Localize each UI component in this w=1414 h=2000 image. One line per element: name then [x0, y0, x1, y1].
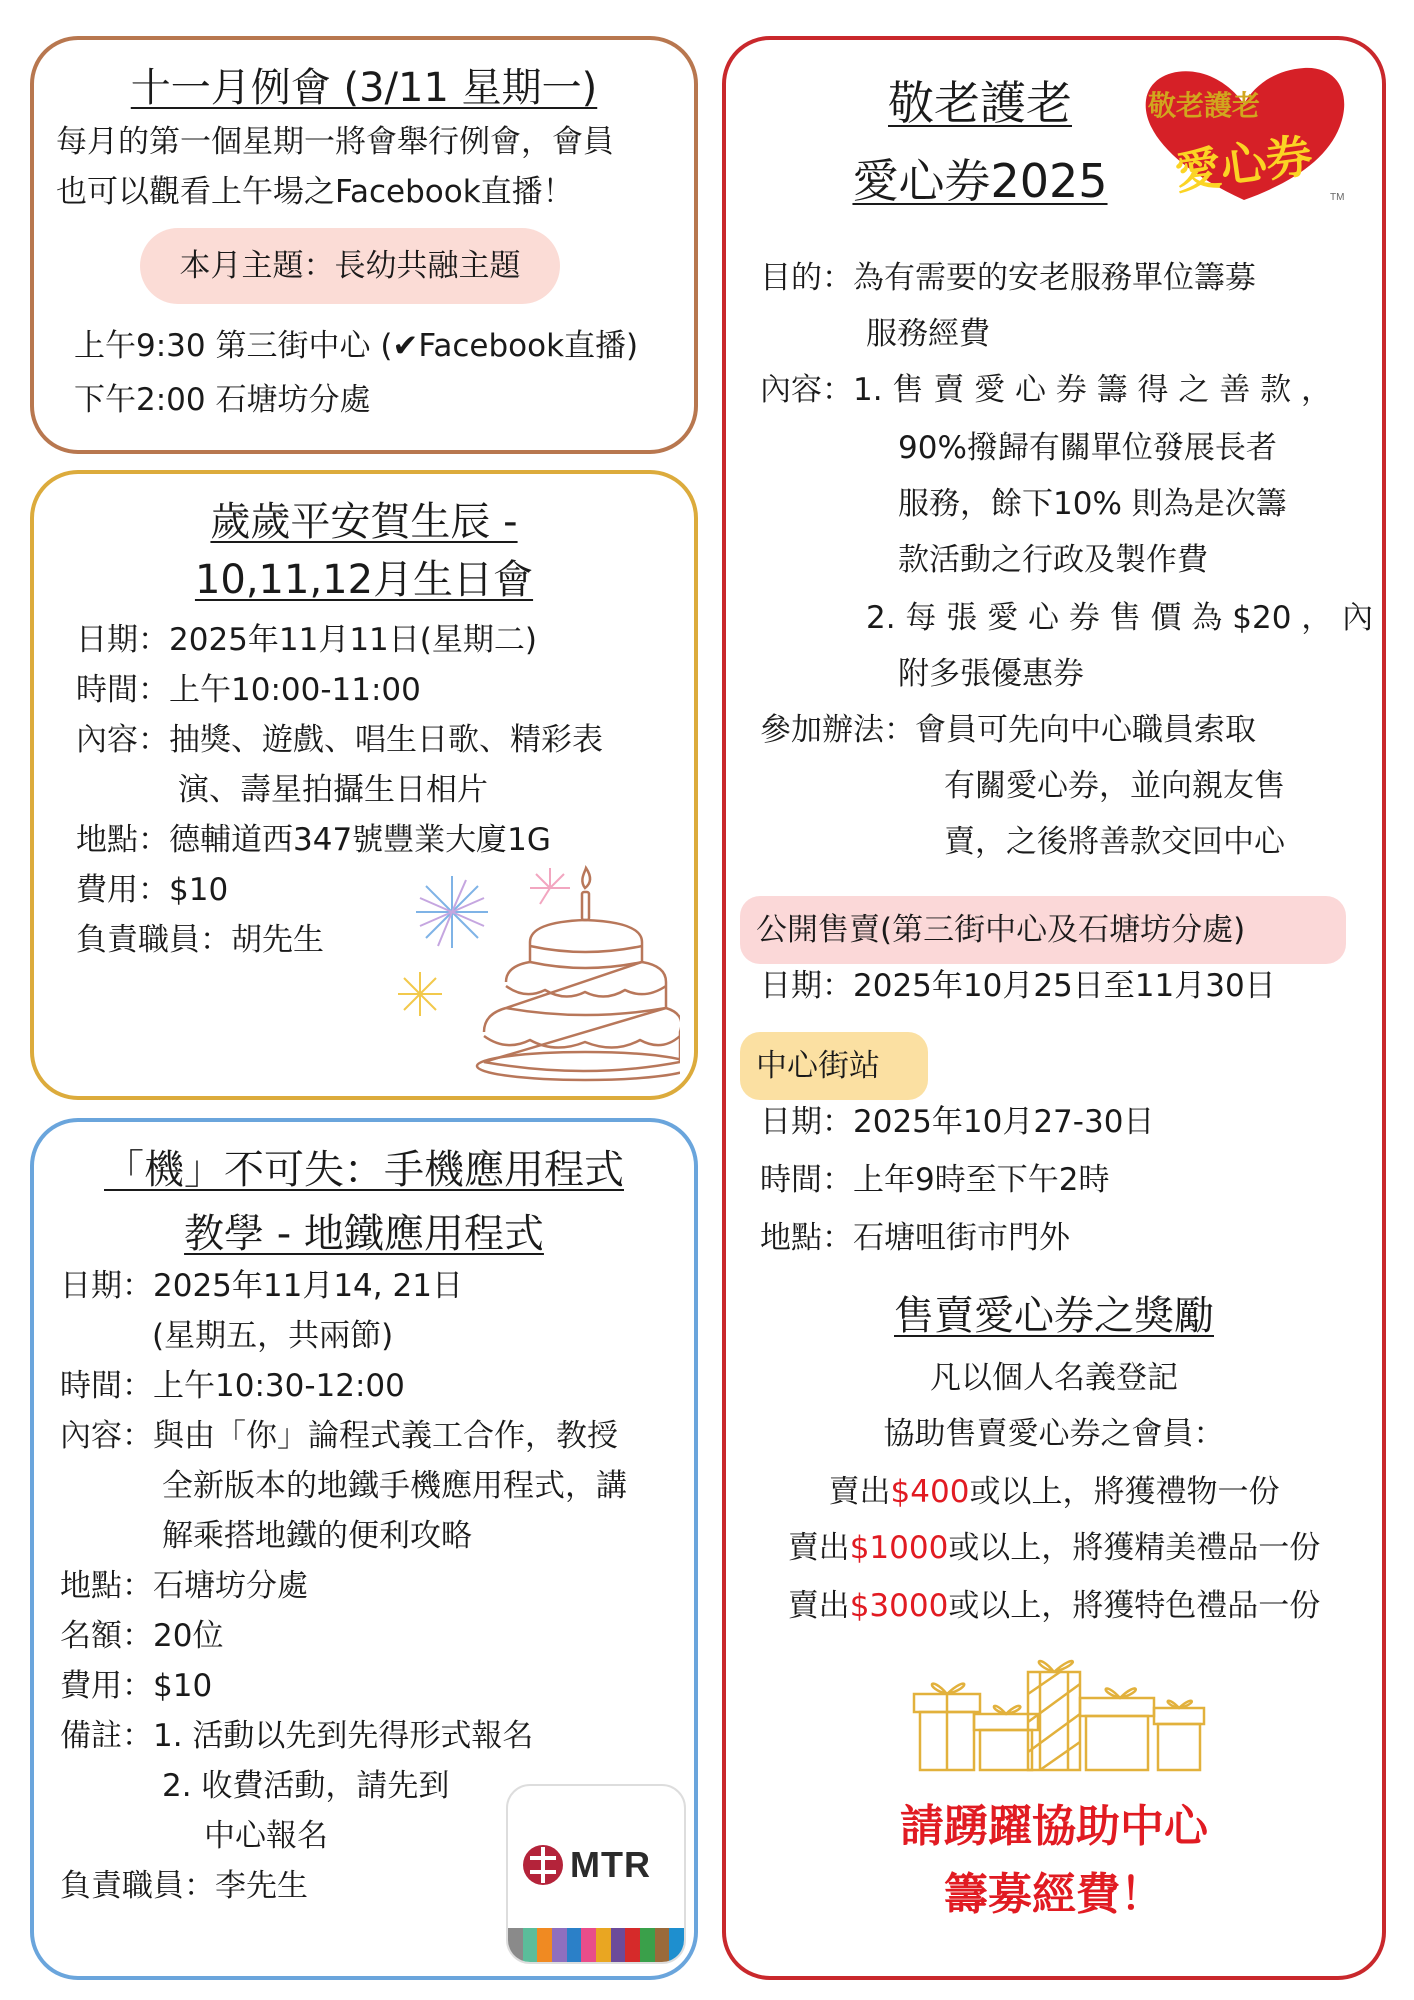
birthday-content-1: 內容：抽獎、遊戲、唱生日歌、精彩表 [76, 722, 603, 758]
mtr-stripe [611, 1928, 626, 1962]
app-class-date-1: 日期：2025年11月14, 21日 [60, 1268, 463, 1304]
reward-line-2: 協助售賣愛心券之會員： [883, 1416, 1225, 1452]
street-station-label: 中心街站 [756, 1048, 880, 1084]
app-class-quota: 名額：20位 [60, 1618, 224, 1654]
birthday-fee: 費用：$10 [76, 872, 229, 908]
mtr-stripe [581, 1928, 596, 1962]
reward-tier-1000 [752, 1528, 1356, 1568]
street-station-venue: 地點：石塘咀街市門外 [760, 1220, 1070, 1256]
app-class-content-2: 全新版本的地鐵手機應用程式，講 [162, 1468, 627, 1504]
mtr-stripe [596, 1928, 611, 1962]
mtr-app-icon [506, 1784, 686, 1964]
app-class-content-1: 內容：與由「你」論程式義工合作，教授 [60, 1418, 618, 1454]
coupon-join-2: 有關愛心券，並向親友售 [944, 768, 1285, 804]
coupon-join-1: 參加辦法：會員可先向中心職員索取 [760, 712, 1256, 748]
birthday-cake-icon [380, 862, 680, 1082]
birthday-time: 時間：上午10:00-11:00 [76, 672, 421, 708]
closing-line-1: 請踴躍協助中心 [900, 1801, 1208, 1852]
coupon-join-3: 賣，之後將善款交回中心 [944, 824, 1285, 860]
app-class-fee: 費用：$10 [60, 1668, 213, 1704]
mtr-stripe [625, 1928, 640, 1962]
reward-line-1: 凡以個人名義登記 [930, 1360, 1178, 1396]
reward-tier-400 [752, 1472, 1356, 1512]
monthly-meeting-desc-2: 也可以觀看上午場之Facebook直播！ [56, 174, 574, 210]
coupon-content-1: 內容：1. 售 賣 愛 心 券 籌 得 之 善 款 ， [760, 372, 1332, 408]
birthday-venue: 地點：德輔道西347號豐業大廈1G [76, 822, 551, 858]
reward-tier-3000-pre: 賣出 [787, 1588, 850, 1624]
coupon-content-5: 2. 每 張 愛 心 券 售 價 為 $20 ， 內 [866, 600, 1374, 636]
birthday-staff: 負責職員：胡先生 [76, 922, 324, 958]
mtr-stripe [567, 1928, 582, 1962]
app-class-venue: 地點：石塘坊分處 [60, 1568, 308, 1604]
app-class-remark-2: 2. 收費活動，請先到 [162, 1768, 450, 1804]
monthly-theme: 本月主題：長幼共融主題 [179, 248, 521, 284]
monthly-meeting-title: 十一月例會 (3/11 星期一) [130, 65, 598, 111]
mtr-stripe [523, 1928, 538, 1962]
coupon-logo-main: 愛心券 [1171, 127, 1316, 201]
mtr-stripe [669, 1928, 684, 1962]
coupon-title-1: 敬老護老 [888, 76, 1072, 130]
app-class-staff: 負責職員：李先生 [60, 1868, 308, 1904]
coupon-content-6: 附多張優惠券 [898, 656, 1084, 692]
mtr-stripe [640, 1928, 655, 1962]
mtr-logo-text: MTR [570, 1844, 651, 1885]
mtr-stripe [552, 1928, 567, 1962]
public-sale-date: 日期：2025年10月25日至11月30日 [760, 968, 1276, 1004]
coupon-content-3: 服務，餘下10% 則為是次籌 [898, 486, 1287, 522]
street-station-date: 日期：2025年10月27-30日 [760, 1104, 1155, 1140]
reward-tier-400-pre: 賣出 [828, 1474, 891, 1510]
session-pm: 下午2:00 石塘坊分處 [74, 382, 371, 418]
birthday-content-2: 演、壽星拍攝生日相片 [178, 772, 488, 808]
reward-tier-3000-amount: $3000 [849, 1588, 949, 1624]
app-class-remark-3: 中心報名 [204, 1818, 328, 1854]
app-class-content-3: 解乘搭地鐵的便利攻略 [162, 1518, 472, 1554]
reward-tier-400-post: 或以上，將獲禮物一份 [969, 1474, 1280, 1510]
gift-boxes-icon [910, 1644, 1210, 1774]
coupon-purpose-1: 目的：為有需要的安老服務單位籌募 [760, 260, 1256, 296]
closing-line-2: 籌募經費！ [944, 1869, 1164, 1920]
street-station-time: 時間：上年9時至下午2時 [760, 1162, 1110, 1198]
reward-tier-400-amount: $400 [890, 1474, 970, 1510]
mtr-symbol-icon [522, 1844, 564, 1886]
logo-tm: TM [1330, 192, 1345, 203]
coupon-purpose-2: 服務經費 [866, 316, 990, 352]
app-class-title-1: 「機」不可失：手機應用程式 [104, 1147, 624, 1193]
mtr-stripe [655, 1928, 670, 1962]
mtr-color-stripes [508, 1928, 684, 1962]
public-sale-label: 公開售賣(第三街中心及石塘坊分處) [756, 912, 1246, 948]
session-am: 上午9:30 第三街中心 (✔Facebook直播) [74, 328, 639, 364]
mtr-stripe [508, 1928, 523, 1962]
birthday-title-1: 歲歲平安賀生辰 - [210, 499, 518, 545]
reward-tier-3000-post: 或以上，將獲特色禮品一份 [948, 1588, 1321, 1624]
coupon-title-2: 愛心券2025 [852, 154, 1108, 208]
birthday-title-2: 10,11,12月生日會 [194, 557, 534, 603]
app-class-date-2: (星期五，共兩節) [152, 1318, 394, 1354]
birthday-date: 日期：2025年11月11日(星期二) [76, 622, 537, 658]
coupon-logo-top: 敬老護老 [1148, 89, 1261, 122]
reward-tier-3000 [752, 1586, 1356, 1626]
reward-tier-1000-pre: 賣出 [787, 1530, 850, 1566]
monthly-meeting-desc-1: 每月的第一個星期一將會舉行例會，會員 [56, 124, 614, 160]
app-class-remark-1: 備註：1. 活動以先到先得形式報名 [60, 1718, 534, 1754]
coupon-content-4: 款活動之行政及製作費 [898, 542, 1208, 578]
coupon-content-2: 90%撥歸有關單位發展長者 [898, 430, 1277, 466]
reward-tier-1000-amount: $1000 [849, 1530, 949, 1566]
app-class-time: 時間：上午10:30-12:00 [60, 1368, 405, 1404]
reward-title: 售賣愛心券之獎勵 [894, 1293, 1214, 1339]
reward-tier-1000-post: 或以上，將獲精美禮品一份 [948, 1530, 1321, 1566]
app-class-title-2: 教學 - 地鐵應用程式 [184, 1211, 544, 1257]
mtr-stripe [537, 1928, 552, 1962]
